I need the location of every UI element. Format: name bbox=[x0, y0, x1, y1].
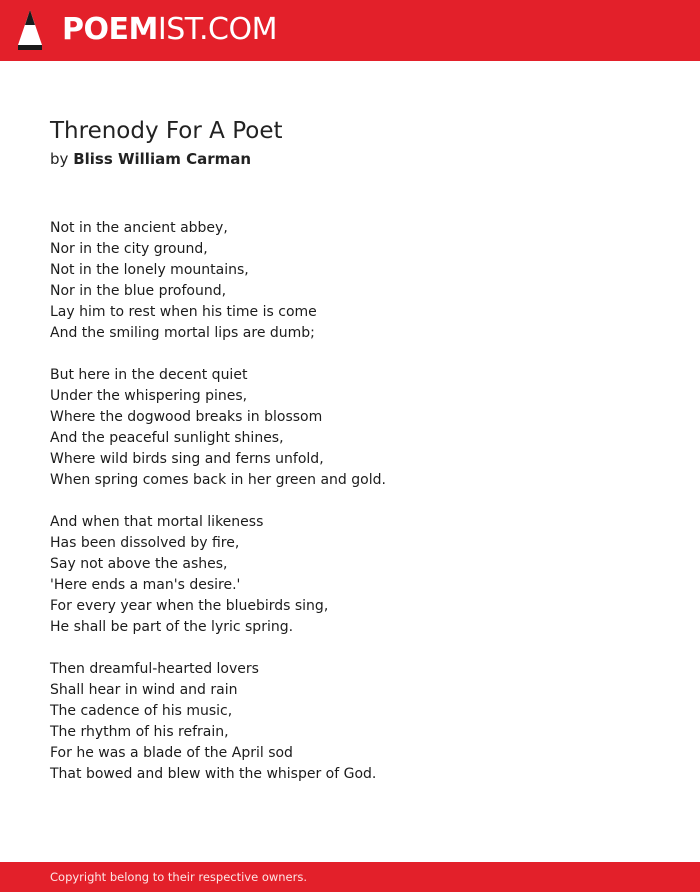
poem-byline bbox=[50, 148, 251, 170]
poem-line: Not in the ancient abbey, bbox=[50, 220, 228, 236]
poem-line: Shall hear in wind and rain bbox=[50, 682, 238, 698]
poem-line: The rhythm of his refrain, bbox=[50, 724, 229, 740]
stanza bbox=[50, 512, 650, 638]
copyright-notice: Copyright belong to their respective owners. bbox=[50, 870, 308, 884]
stanza bbox=[50, 365, 650, 491]
poem-line: Nor in the blue profound, bbox=[50, 283, 227, 299]
stanza bbox=[50, 218, 650, 344]
poem-line: Under the whispering pines, bbox=[50, 388, 248, 404]
poem-line: Where the dogwood breaks in blossom bbox=[50, 409, 323, 425]
poem-line: For he was a blade of the April sod bbox=[50, 745, 293, 761]
poem-line: Has been dissolved by fire, bbox=[50, 535, 240, 551]
site-header bbox=[0, 0, 700, 61]
poem-line: He shall be part of the lyric spring. bbox=[50, 619, 294, 635]
poem-author[interactable]: Bliss William Carman bbox=[73, 150, 252, 168]
site-footer bbox=[0, 862, 700, 892]
poem-line: And when that mortal likeness bbox=[50, 514, 264, 530]
logo-light-text: IST.COM bbox=[157, 12, 277, 47]
by-label: by bbox=[50, 150, 69, 168]
poem-line: But here in the decent quiet bbox=[50, 367, 248, 383]
pencil-tip-icon[interactable] bbox=[17, 9, 43, 51]
poem-line: Then dreamful-hearted lovers bbox=[50, 661, 259, 677]
poem-line: 'Here ends a man's desire.' bbox=[50, 577, 241, 593]
logo-strong-text: POEM bbox=[62, 12, 158, 47]
poem-line: And the peaceful sunlight shines, bbox=[50, 430, 284, 446]
poem-line: Not in the lonely mountains, bbox=[50, 262, 249, 278]
poem-line: Where wild birds sing and ferns unfold, bbox=[50, 451, 324, 467]
poem-line: Say not above the ashes, bbox=[50, 556, 228, 572]
poem-line: That bowed and blew with the whisper of God. bbox=[50, 766, 377, 782]
stanza bbox=[50, 659, 650, 785]
poem-line: Lay him to rest when his time is come bbox=[50, 304, 317, 320]
poem-line: The cadence of his music, bbox=[50, 703, 233, 719]
poem-line: For every year when the bluebirds sing, bbox=[50, 598, 329, 614]
poem-title: Threnody For A Poet bbox=[50, 118, 283, 144]
poem-line: When spring comes back in her green and gold. bbox=[50, 472, 386, 488]
poem-body bbox=[50, 218, 650, 806]
poem-line: And the smiling mortal lips are dumb; bbox=[50, 325, 315, 341]
site-logo[interactable] bbox=[62, 12, 277, 48]
poem-line: Nor in the city ground, bbox=[50, 241, 208, 257]
